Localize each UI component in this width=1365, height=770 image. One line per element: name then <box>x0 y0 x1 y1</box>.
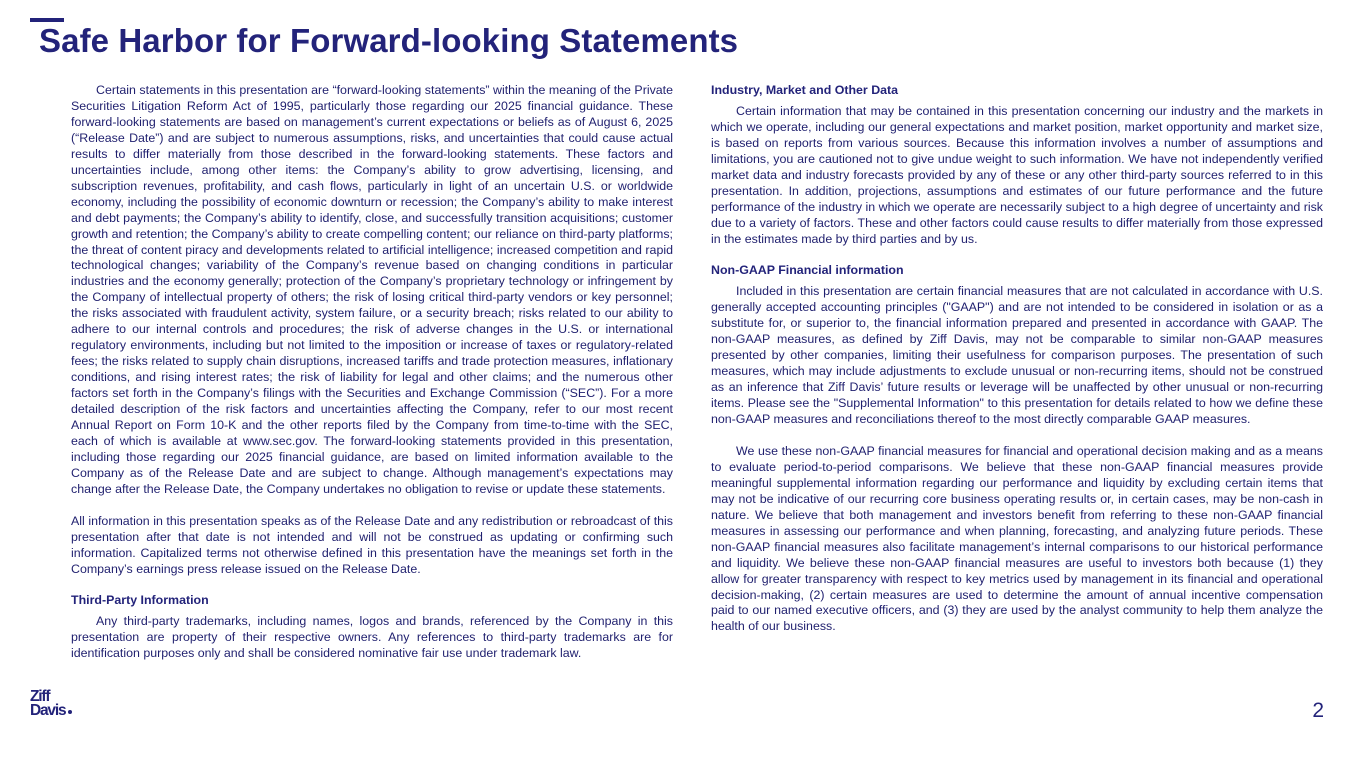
non-gaap-paragraph-2: We use these non-GAAP financial measures for financial and operational decision making and as a means to evaluate period-to-period comparisons. We believe that these non-GAAP financial measures provide meaningful supplemental information regarding our performance and liquidity by excluding certain items that may not be indicative of our recurring core business operating results or, in certain cases, may be non-cash in nature. We believe that both management and investors benefit from referring to these non-GAAP financial measures in assessing our performance and when planning, forecasting, and analyzing future periods. These non-GAAP financial measures also facilitate management’s internal comparisons to our historical performance and liquidity. We believe these non-GAAP financial measures are useful to investors both because (1) they allow for greater transparency with respect to key metrics used by management in its financial and operational decision-making, (2) certain measures are used to determine the amount of annual incentive compensation paid to our named executive officers, and (3) they are used by the analyst community to help them analyze the health of our business. <box>711 443 1323 634</box>
release-date-paragraph: All information in this presentation speaks as of the Release Date and any redistribution or rebroadcast of this presentation after that date is not intended and will not be construed as updating or confirming such information. Capitalized terms not otherwise defined in this presentation have the meanings set forth in the Company’s earnings press release issued on the Release Date. <box>71 513 673 576</box>
section-spacer <box>71 578 673 594</box>
paragraph-spacer <box>711 428 1323 444</box>
third-party-paragraph: Any third-party trademarks, including names, logos and brands, referenced by the Company in this presentation are property of their respective owners. Any references to third-party trademarks are for identification purposes only and shall be considered nominative fair use under trademark law. <box>71 614 673 661</box>
non-gaap-paragraph-1: Included in this presentation are certain financial measures that are not calculated in accordance with U.S. generally accepted accounting principles ("GAAP") and are not intended to be considered in isolation or as a substitute for, or superior to, the financial information prepared and presented in accordance with GAAP. The non-GAAP measures, as defined by Ziff Davis, may not be comparable to similar non-GAAP measures presented by other companies, limiting their usefulness for comparison purposes. The presentation of such measures, which may include adjustments to exclude unusual or non-recurring items, should not be construed as an inference that Ziff Davis’ future results or leverage will be unaffected by other unusual or non-recurring items. Please see the "Supplemental Information" to this presentation for details related to how we define these non-GAAP measures and reconciliations thereof to the most directly comparable GAAP measures. <box>711 284 1323 427</box>
non-gaap-heading: Non-GAAP Financial information <box>711 263 904 278</box>
logo-dot <box>68 710 72 714</box>
ziff-davis-logo <box>30 690 78 720</box>
left-column <box>71 83 673 662</box>
forward-looking-paragraph: Certain statements in this presentation are “forward-looking statements” within the meaning of the Private Securities Litigation Reform Act of 1995, particularly those regarding our 2025 financial guidance. These forward-looking statements are based on management’s current expectations or beliefs as of August 6, 2025 (“Release Date”) and are subject to numerous assumptions, risks, and uncertainties that could cause actual results to differ materially from those described in the forward-looking statements. These factors and uncertainties include, among other items: the Company’s ability to grow advertising, licensing, and subscription revenues, profitability, and cash flows, particularly in light of an uncertain U.S. or worldwide economy, including the possibility of economic downturn or recession; the Company’s ability to make interest and debt payments; the Company’s ability to identify, close, and successfully transition acquisitions; customer growth and retention; the Company’s ability to create compelling content; our reliance on third-party platforms; the threat of content piracy and developments related to artificial intelligence; increased competition and rapid technological changes; variability of the Company’s revenue based on changing conditions in particular industries and the economy generally; protection of the Company’s proprietary technology or infringement by the Company of intellectual property of others; the risk of losing critical third-party vendors or key personnel; the risks associated with fraudulent activity, system failure, or a security breach; risks related to our ability to adhere to our internal controls and procedures; the risk of adverse changes in the U.S. or international regulatory environments, including but not limited to the imposition or increase of taxes or regulatory-related fees; the risks related to supply chain disruptions, increased tariffs and trade protection measures, inflationary conditions, and rising interest rates; the risk of liability for legal and other claims; and the numerous other factors set forth in the Company’s filings with the Securities and Exchange Commission (“SEC”). For a more detailed description of the risk factors and uncertainties affecting the Company, refer to our most recent Annual Report on Form 10-K and the other reports filed by the Company from time-to-time with the SEC, each of which is available at www.sec.gov. The forward-looking statements provided in this presentation, including those regarding our 2025 financial guidance, are based on limited information available to the Company as of the Release Date and are subject to change. Although management’s expectations may change after the Release Date, the Company undertakes no obligation to revise or update these statements. <box>71 83 673 496</box>
paragraph-spacer <box>71 498 673 514</box>
industry-heading: Industry, Market and Other Data <box>711 83 899 97</box>
logo-word-top: Ziff <box>30 688 50 705</box>
section-spacer <box>711 248 1323 264</box>
page-title: Safe Harbor for Forward-looking Statements <box>39 22 739 59</box>
third-party-heading: Third-Party Information <box>71 593 209 608</box>
industry-paragraph: Certain information that may be contained in this presentation concerning our industry and the markets in which we operate, including our general expectations and market position, market opportunity and market size, is based on reports from various sources. Because this information involves a number of assumptions and limitations, you are cautioned not to give undue weight to such information. We have not independently verified market data and industry forecasts provided by any of these or any other third-party sources referred to in this presentation. In addition, projections, assumptions and estimates of our future performance and the future performance of the industry in which we operate are necessarily subject to a high degree of uncertainty and risk due to a variety of factors. These and other factors could cause results to differ materially from those expressed in the estimates made by third parties and by us. <box>711 103 1323 246</box>
logo-word-bottom: Davis <box>30 702 66 719</box>
page-number: 2 <box>1312 699 1324 722</box>
right-column <box>711 83 1323 635</box>
